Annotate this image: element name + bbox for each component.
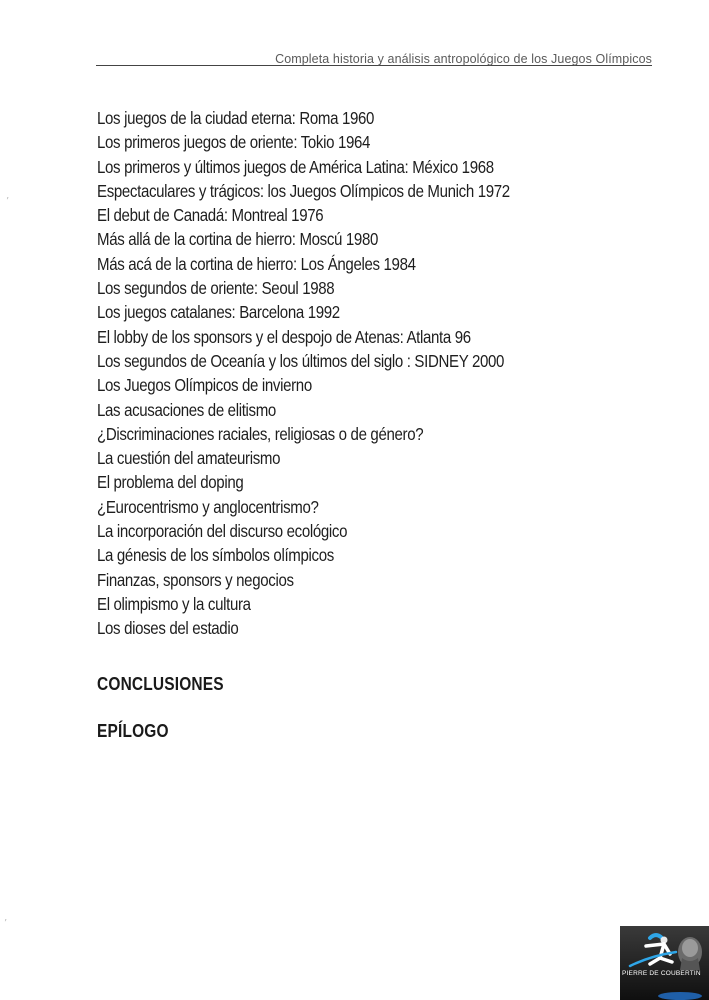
toc-entry: Los juegos de la ciudad eterna: Roma 1960: [97, 108, 375, 128]
logo-text: PIERRE DE COUBERTIN: [622, 970, 701, 977]
toc-entry: Las acusaciones de elitismo: [97, 399, 276, 420]
toc-entry: La incorporación del discurso ecológico: [97, 521, 348, 542]
toc-entry: El olimpismo y la cultura: [97, 593, 251, 614]
toc-entry: Más acá de la cortina de hierro: Los Ángeles 1984: [97, 253, 416, 274]
toc-entry: La cuestión del amateurismo: [97, 448, 281, 469]
toc-entry: Los dioses del estadio: [97, 618, 239, 639]
toc-entry: El lobby de los sponsors y el despojo de Atenas: Atlanta 96: [97, 326, 471, 347]
toc-entry: Los segundos de oriente: Seoul 1988: [97, 278, 335, 299]
toc-entry: ¿Discriminaciones raciales, religiosas o de género?: [97, 423, 424, 444]
toc-entry: ¿Eurocentrismo y anglocentrismo?: [97, 496, 319, 517]
toc-entry: El debut de Canadá: Montreal 1976: [97, 205, 324, 226]
toc-entry: Espectaculares y trágicos: los Juegos Olímpicos de Munich 1972: [97, 180, 510, 201]
toc-entry: Los juegos catalanes: Barcelona 1992: [97, 302, 340, 323]
toc-entry: Los primeros juegos de oriente: Tokio 1964: [97, 132, 371, 153]
running-header: [96, 48, 652, 66]
toc-entry: Los primeros y últimos juegos de América Latina: México 1968: [97, 156, 494, 177]
coubertin-logo: [620, 926, 709, 1000]
table-of-contents: [97, 106, 577, 641]
scan-mark: ’: [4, 918, 8, 929]
toc-entry: Los Juegos Olímpicos de invierno: [97, 375, 312, 396]
toc-entry: El problema del doping: [97, 472, 244, 493]
section-heading-epilogo: EPÍLOGO: [97, 721, 169, 741]
scan-mark: ’: [6, 196, 10, 207]
toc-entry: La génesis de los símbolos olímpicos: [97, 545, 334, 566]
running-title: Completa historia y análisis antropológico de los Juegos Olímpicos: [275, 52, 652, 66]
toc-entry: Más allá de la cortina de hierro: Moscú 1980: [97, 229, 379, 250]
toc-entry: Los segundos de Oceanía y los últimos del siglo : SIDNEY 2000: [97, 350, 505, 371]
toc-entry: Finanzas, sponsors y negocios: [97, 569, 294, 590]
section-heading-conclusiones: CONCLUSIONES: [97, 674, 224, 694]
